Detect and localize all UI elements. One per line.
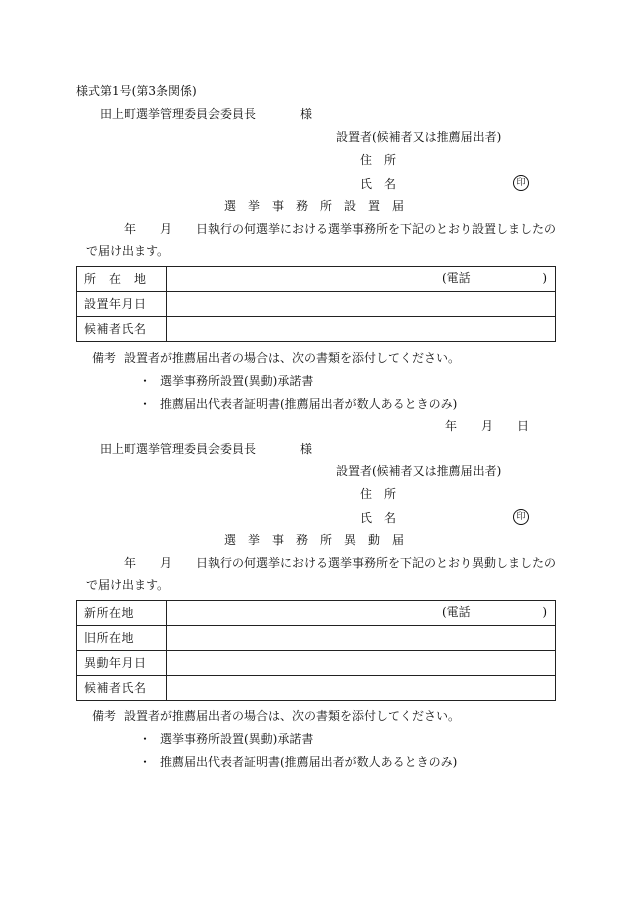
bullet-icon: ・ bbox=[139, 397, 152, 411]
old-location-field[interactable] bbox=[167, 626, 556, 651]
bullet-icon: ・ bbox=[139, 732, 152, 746]
location-field[interactable] bbox=[167, 267, 556, 292]
form-number: 様式第1号(第3条関係) bbox=[76, 84, 197, 98]
row-label-old-location: 旧所在地 bbox=[77, 626, 167, 651]
row-label-candidate: 候補者氏名 bbox=[77, 676, 167, 701]
name-label: 氏 名 bbox=[360, 177, 397, 191]
new-location-field[interactable] bbox=[167, 601, 556, 626]
name-label: 氏 名 bbox=[360, 511, 397, 525]
remarks-label: 備考 bbox=[92, 351, 117, 365]
date-line: 年 月 日 bbox=[445, 419, 530, 433]
applicant-label: 設置者(候補者又は推薦届出者) bbox=[336, 464, 502, 478]
list-item: 選挙事務所設置(異動)承諾書 bbox=[160, 732, 314, 746]
candidate-field[interactable] bbox=[167, 317, 556, 342]
establishment-table bbox=[76, 266, 556, 342]
row-label-candidate: 候補者氏名 bbox=[77, 317, 167, 342]
body-text-line-1: 年 月 日執行の何選挙における選挙事務所を下記のとおり設置しましたの bbox=[124, 222, 557, 236]
address-label: 住 所 bbox=[360, 153, 397, 167]
phone-label: (電話 bbox=[442, 605, 471, 619]
list-item: 選挙事務所設置(異動)承諾書 bbox=[160, 374, 314, 388]
table-row bbox=[77, 626, 556, 651]
seal-mark-icon: 印 bbox=[513, 509, 529, 525]
addressee: 田上町選挙管理委員会委員長 bbox=[100, 107, 257, 121]
table-row bbox=[77, 292, 556, 317]
table-row bbox=[77, 317, 556, 342]
phone-close: ) bbox=[542, 605, 547, 619]
row-label-new-location: 新所在地 bbox=[77, 601, 167, 626]
phone-label: (電話 bbox=[442, 271, 471, 285]
body-text-line-1: 年 月 日執行の何選挙における選挙事務所を下記のとおり異動しましたの bbox=[124, 556, 557, 570]
honorific: 様 bbox=[300, 442, 313, 456]
honorific: 様 bbox=[300, 107, 313, 121]
address-label: 住 所 bbox=[360, 487, 397, 501]
table-row bbox=[77, 267, 556, 292]
addressee: 田上町選挙管理委員会委員長 bbox=[100, 442, 257, 456]
seal-mark-icon: 印 bbox=[513, 175, 529, 191]
list-item: 推薦届出代表者証明書(推薦届出者が数人あるときのみ) bbox=[160, 397, 458, 411]
document-title: 選 挙 事 務 所 異 動 届 bbox=[224, 533, 405, 547]
bullet-icon: ・ bbox=[139, 755, 152, 769]
applicant-label: 設置者(候補者又は推薦届出者) bbox=[336, 130, 502, 144]
candidate-field[interactable] bbox=[167, 676, 556, 701]
table-row bbox=[77, 601, 556, 626]
row-label-date: 設置年月日 bbox=[77, 292, 167, 317]
table-row bbox=[77, 676, 556, 701]
row-label-location: 所 在 地 bbox=[77, 267, 167, 292]
row-label-change-date: 異動年月日 bbox=[77, 651, 167, 676]
document-title: 選 挙 事 務 所 設 置 届 bbox=[224, 199, 405, 213]
body-text-line-2: で届け出ます。 bbox=[86, 578, 170, 592]
body-text-line-2: で届け出ます。 bbox=[86, 244, 170, 258]
table-row bbox=[77, 651, 556, 676]
list-item: 推薦届出代表者証明書(推薦届出者が数人あるときのみ) bbox=[160, 755, 458, 769]
remarks-text: 設置者が推薦届出者の場合は、次の書類を添付してください。 bbox=[124, 351, 461, 365]
remarks-label: 備考 bbox=[92, 709, 117, 723]
date-field[interactable] bbox=[167, 292, 556, 317]
change-date-field[interactable] bbox=[167, 651, 556, 676]
relocation-table bbox=[76, 600, 556, 701]
remarks-text: 設置者が推薦届出者の場合は、次の書類を添付してください。 bbox=[124, 709, 461, 723]
bullet-icon: ・ bbox=[139, 374, 152, 388]
phone-close: ) bbox=[542, 271, 547, 285]
